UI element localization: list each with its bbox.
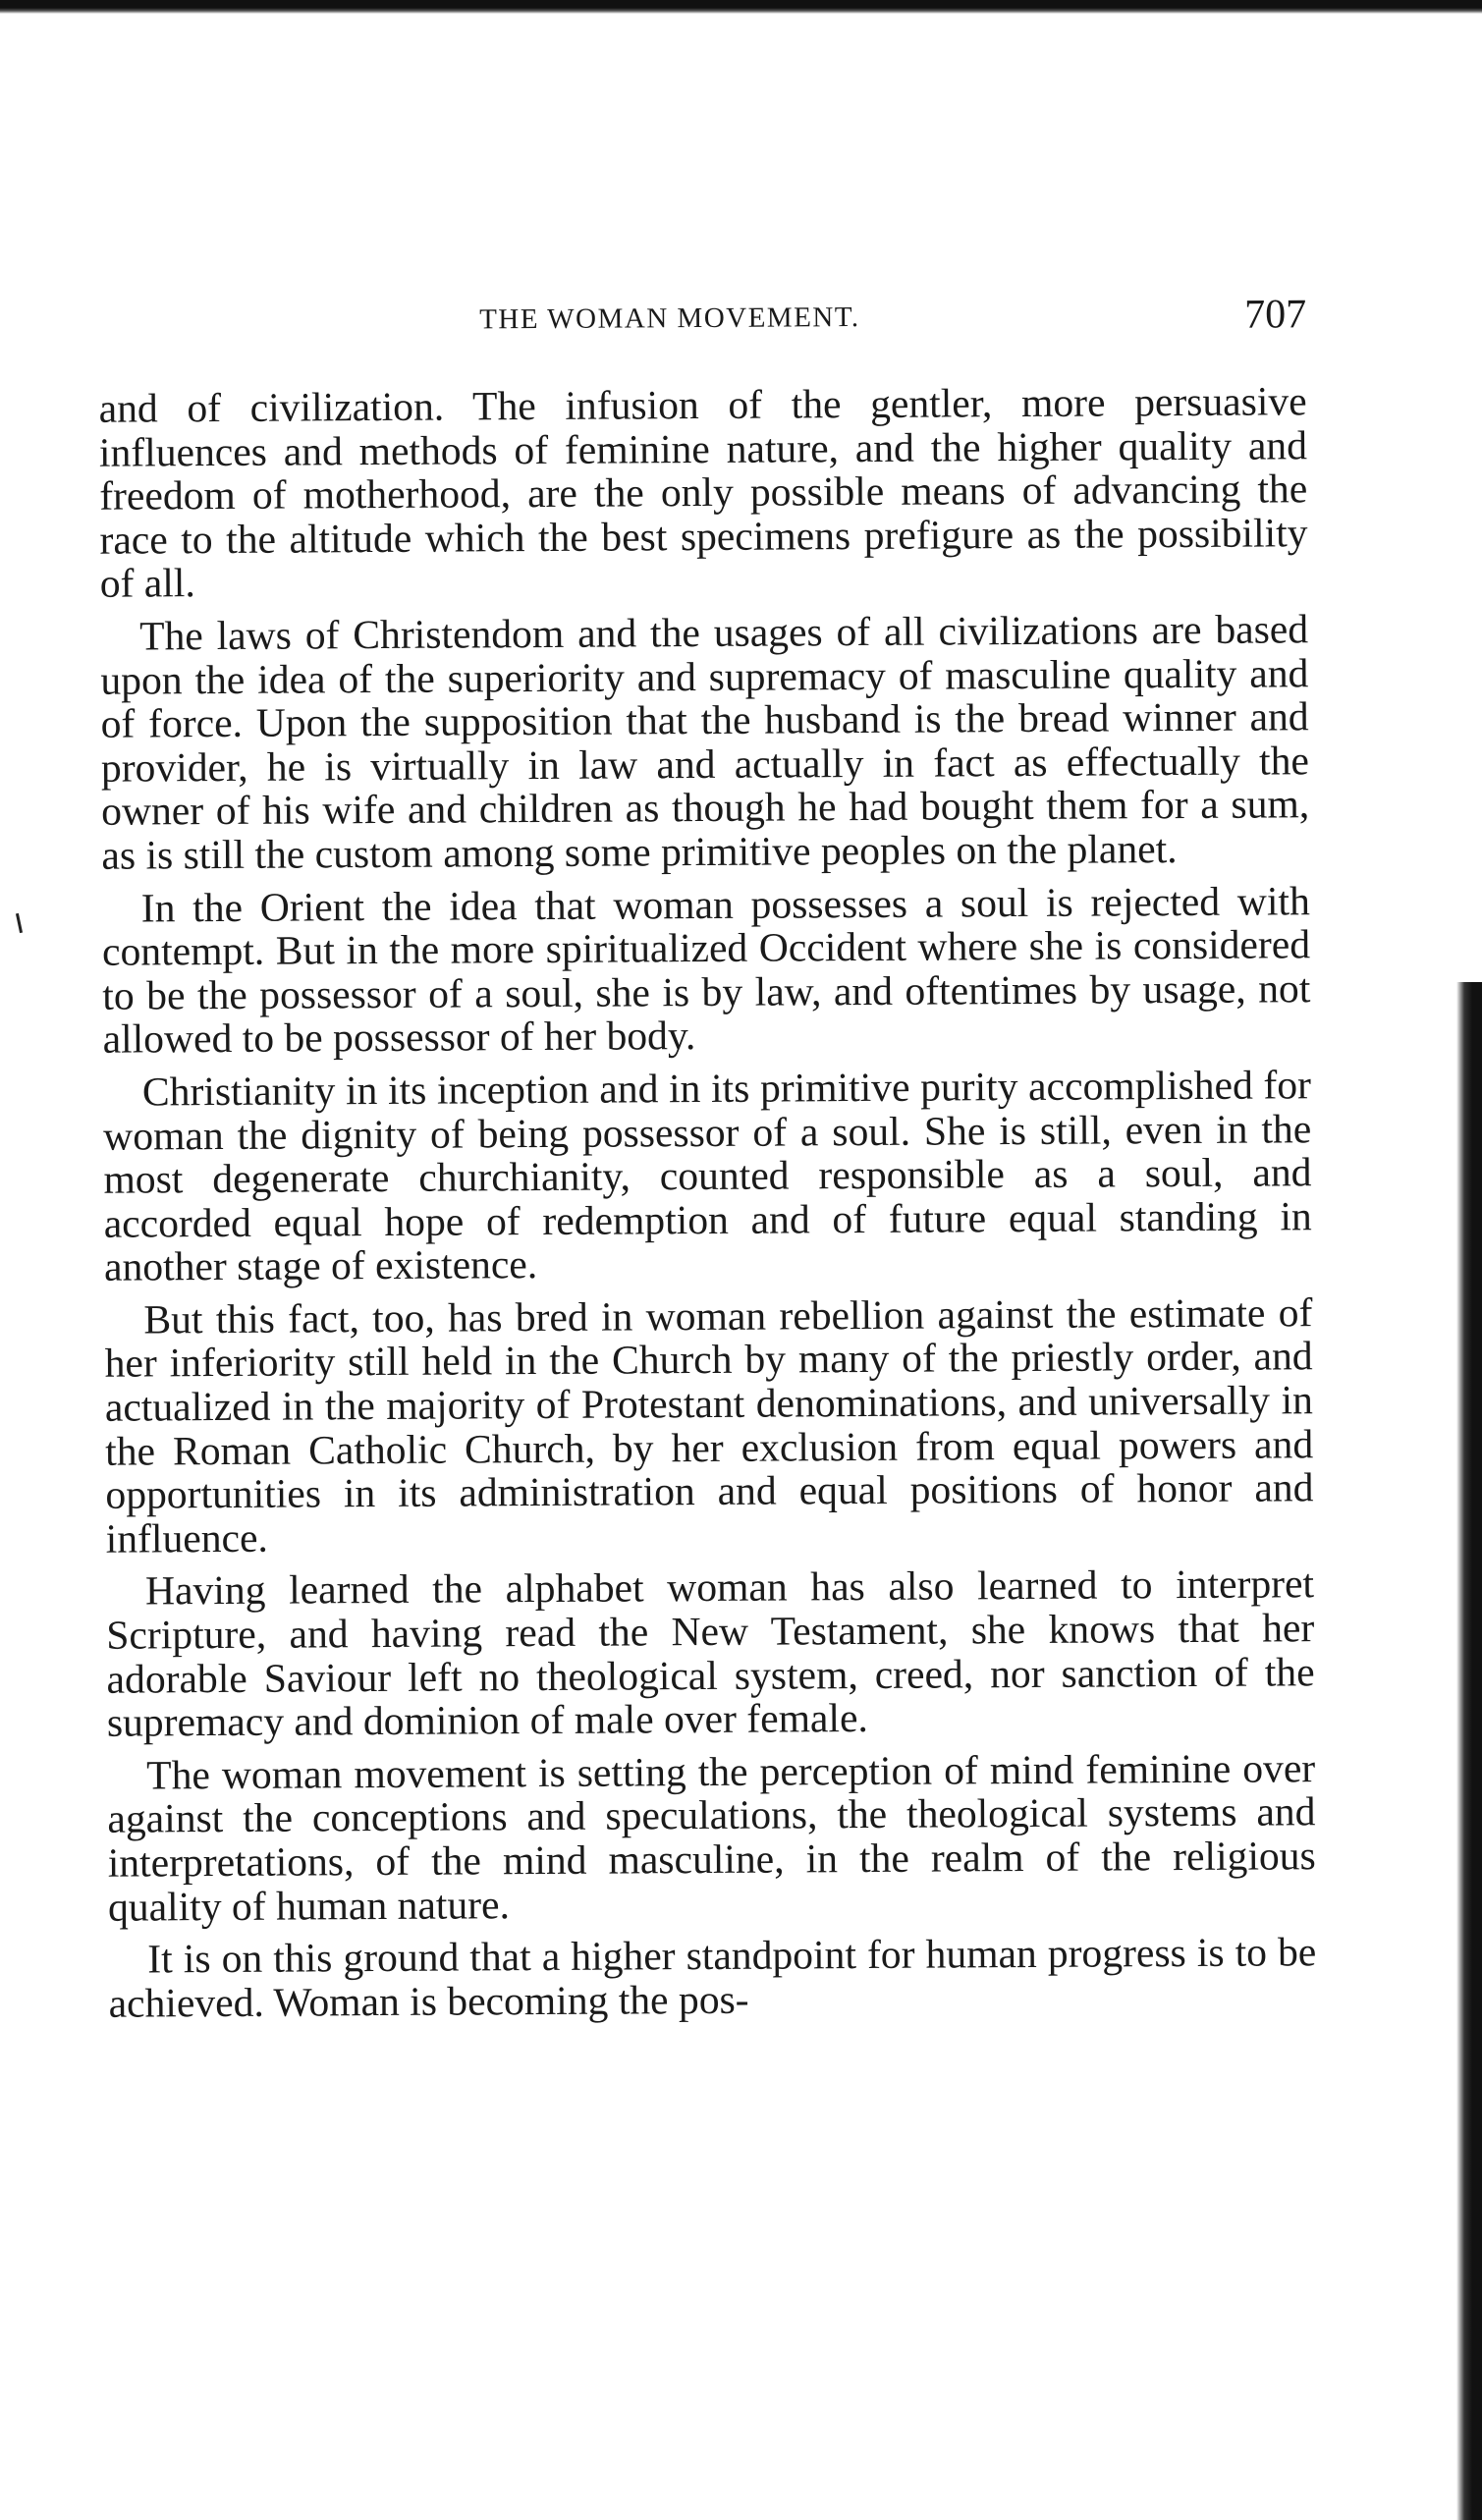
scan-right-edge — [1456, 982, 1482, 2520]
paragraph: The laws of Christendom and the usages of all civilizations are based upon the idea of the superiority and supremacy of masculine quality and of force. Upon the supposition that the husband is the bread winner and provider, he is virtually in law and actually in fact as effectually the owner of his wife and children as though he had bought them for a sum, as is still the custom among some primitive peoples on the planet. — [100, 606, 1310, 878]
paragraph: But this fact, too, has bred in woman rebellion against the estimate of her inferiority still held in the Church by many of the priestly order, and actualized in the majority of Protestant denominations, and universally in the Roman Catholic Church, by her exclusion from equal powers and opportunities in its administration and equal positions of honor and influence. — [104, 1289, 1314, 1561]
running-title: THE WOMAN MOVEMENT. — [479, 301, 860, 336]
body-text — [99, 379, 1317, 2025]
paragraph: The woman movement is setting the perception of mind feminine over against the conceptions and speculations, the theological systems and interpretations, of the mind masculine, in the realm of the religious quality of human nature. — [107, 1745, 1316, 1930]
paragraph: and of civilization. The infusion of the gentler, more persuasive influences and methods of feminine nature, and the higher quality and freedom of motherhood, are the only possible means of advancing the race to the altitude which the best specimens prefigure as the possibility of all. — [98, 378, 1308, 607]
book-page — [98, 291, 1318, 2311]
running-head — [98, 291, 1306, 367]
paragraph: It is on this ground that a higher standpoint for human progress is to be achieved. Woman is becoming the pos- — [108, 1929, 1317, 2026]
page-number: 707 — [1243, 292, 1307, 338]
paragraph: Having learned the alphabet woman has also learned to interpret Scripture, and having read the New Testament, she knows that her adorable Saviour left no theological system, creed, nor sanction of the supremacy and dominion of male over female. — [106, 1561, 1315, 1745]
paragraph: In the Orient the idea that woman possesses a soul is rejected with contempt. But in the more spiritualized Occident where she is considered to be the possessor of a soul, she is by law, and oftentimes by usage, not allowed to be possessor of her body. — [101, 877, 1311, 1063]
scan-top-edge — [0, 0, 1482, 14]
margin-mark — [16, 913, 23, 933]
paragraph: Christianity in its inception and in its primitive purity accomplished for woman the dignity of being possessor of a soul. She is still, even in the most degenerate churchianity, counted responsible as a soul, and accorded equal hope of redemption and of future equal standing in another stage of existence. — [103, 1062, 1312, 1290]
